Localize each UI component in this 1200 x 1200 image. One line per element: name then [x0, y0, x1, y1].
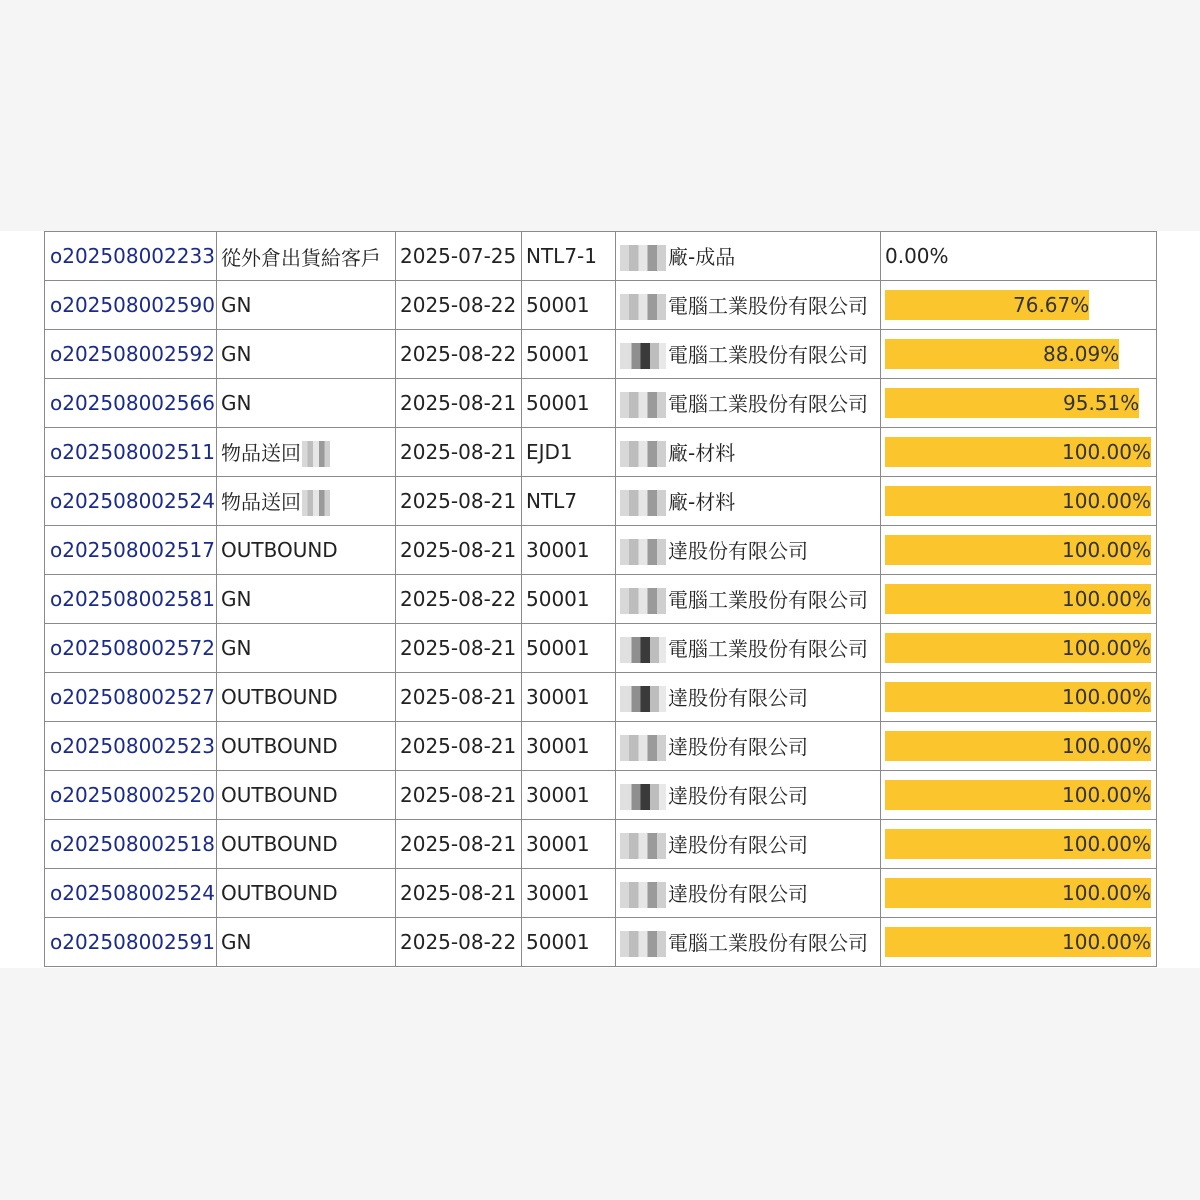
party-name-text: 電腦工業股份有限公司	[668, 587, 868, 612]
party-cell	[616, 575, 881, 624]
order-type-cell	[217, 281, 396, 330]
progress-label: 76.67%	[1013, 293, 1090, 317]
party-name-text: 廠-材料	[668, 440, 736, 465]
party-name-text: 電腦工業股份有限公司	[668, 293, 868, 318]
progress-label: 100.00%	[1062, 734, 1151, 758]
date-cell: 2025-08-21	[396, 526, 522, 575]
party-name-text: 電腦工業股份有限公司	[668, 930, 868, 955]
order-type-text: OUTBOUND	[221, 685, 338, 709]
progress-cell	[881, 232, 1157, 281]
party-name-text: 電腦工業股份有限公司	[668, 636, 868, 661]
redacted-block	[620, 392, 666, 418]
date-cell: 2025-08-21	[396, 820, 522, 869]
order-type-cell	[217, 232, 396, 281]
date-cell: 2025-08-21	[396, 379, 522, 428]
order-id-cell	[45, 869, 217, 918]
table-row[interactable]	[45, 379, 1157, 428]
order-id-link[interactable]: o202508002524	[50, 881, 215, 905]
party-name-text: 電腦工業股份有限公司	[668, 342, 868, 367]
progress-bar-track	[885, 388, 1151, 418]
order-id-link[interactable]: o202508002524	[50, 489, 215, 513]
progress-bar-track	[885, 633, 1151, 663]
order-type-cell	[217, 918, 396, 967]
redacted-block	[620, 343, 666, 369]
redacted-block	[620, 441, 666, 467]
order-id-cell	[45, 722, 217, 771]
order-type-text: OUTBOUND	[221, 538, 338, 562]
order-id-link[interactable]: o202508002511	[50, 440, 215, 464]
order-type-cell	[217, 330, 396, 379]
table-row[interactable]	[45, 624, 1157, 673]
code-cell: 50001	[522, 918, 616, 967]
party-cell	[616, 232, 881, 281]
order-id-cell	[45, 526, 217, 575]
progress-label: 100.00%	[1062, 881, 1151, 905]
progress-label: 100.00%	[1062, 538, 1151, 562]
order-id-link[interactable]: o202508002517	[50, 538, 215, 562]
order-type-cell	[217, 575, 396, 624]
table-row[interactable]	[45, 820, 1157, 869]
progress-bar-track	[885, 486, 1151, 516]
date-cell: 2025-08-21	[396, 771, 522, 820]
redacted-block	[620, 588, 666, 614]
date-cell: 2025-08-21	[396, 869, 522, 918]
party-cell	[616, 624, 881, 673]
code-cell: 30001	[522, 673, 616, 722]
table-row[interactable]	[45, 771, 1157, 820]
progress-cell	[881, 722, 1157, 771]
date-cell: 2025-08-21	[396, 428, 522, 477]
order-id-cell	[45, 379, 217, 428]
progress-cell	[881, 526, 1157, 575]
order-id-link[interactable]: o202508002572	[50, 636, 215, 660]
date-cell: 2025-07-25	[396, 232, 522, 281]
progress-label: 100.00%	[1062, 783, 1151, 807]
progress-label: 88.09%	[1043, 342, 1120, 366]
order-type-cell	[217, 477, 396, 526]
order-type-cell	[217, 820, 396, 869]
date-cell: 2025-08-22	[396, 330, 522, 379]
progress-cell	[881, 379, 1157, 428]
progress-bar-track	[885, 339, 1151, 369]
redacted-block	[620, 294, 666, 320]
progress-bar-track	[885, 290, 1151, 320]
order-id-cell	[45, 232, 217, 281]
table-row[interactable]	[45, 673, 1157, 722]
order-id-link[interactable]: o202508002523	[50, 734, 215, 758]
order-type-text: 從外倉出貨給客戶	[221, 245, 381, 270]
party-cell	[616, 673, 881, 722]
progress-cell	[881, 477, 1157, 526]
progress-cell	[881, 281, 1157, 330]
progress-label: 95.51%	[1063, 391, 1140, 415]
party-name-text: 達股份有限公司	[668, 881, 808, 906]
redacted-block	[620, 490, 666, 516]
party-name-text: 達股份有限公司	[668, 538, 808, 563]
table-row[interactable]	[45, 918, 1157, 967]
order-id-link[interactable]: o202508002591	[50, 930, 215, 954]
progress-label: 100.00%	[1062, 636, 1151, 660]
top-background	[0, 0, 1200, 231]
party-cell	[616, 869, 881, 918]
order-type-text: OUTBOUND	[221, 783, 338, 807]
progress-cell	[881, 624, 1157, 673]
progress-bar-track	[885, 682, 1151, 712]
party-cell	[616, 477, 881, 526]
date-cell: 2025-08-21	[396, 477, 522, 526]
order-id-cell	[45, 624, 217, 673]
party-cell	[616, 330, 881, 379]
order-id-cell	[45, 477, 217, 526]
code-cell: 50001	[522, 624, 616, 673]
code-cell: 30001	[522, 526, 616, 575]
date-cell: 2025-08-21	[396, 673, 522, 722]
order-id-link[interactable]: o202508002233	[50, 244, 215, 268]
order-type-text: 物品送回	[221, 489, 301, 514]
party-cell	[616, 771, 881, 820]
order-id-cell	[45, 428, 217, 477]
code-cell: 30001	[522, 771, 616, 820]
party-cell	[616, 820, 881, 869]
party-name-text: 達股份有限公司	[668, 832, 808, 857]
redacted-block	[620, 245, 666, 271]
order-id-cell	[45, 820, 217, 869]
progress-bar-track	[885, 927, 1151, 957]
code-cell: 50001	[522, 330, 616, 379]
order-id-link[interactable]: o202508002581	[50, 587, 215, 611]
order-type-text: GN	[221, 293, 252, 317]
party-name-text: 達股份有限公司	[668, 685, 808, 710]
order-type-cell	[217, 722, 396, 771]
order-id-link[interactable]: o202508002527	[50, 685, 215, 709]
redacted-block	[620, 931, 666, 957]
order-type-cell	[217, 526, 396, 575]
progress-cell	[881, 820, 1157, 869]
order-type-text: OUTBOUND	[221, 832, 338, 856]
progress-cell	[881, 771, 1157, 820]
order-id-cell	[45, 918, 217, 967]
order-id-link[interactable]: o202508002590	[50, 293, 215, 317]
code-cell: NTL7	[522, 477, 616, 526]
order-type-cell	[217, 624, 396, 673]
order-type-text: GN	[221, 636, 252, 660]
progress-bar-track	[885, 878, 1151, 908]
order-type-text: GN	[221, 342, 252, 366]
redacted-block	[302, 441, 330, 467]
progress-bar-track	[885, 780, 1151, 810]
order-type-cell	[217, 771, 396, 820]
order-id-link[interactable]: o202508002520	[50, 783, 215, 807]
progress-bar-track	[885, 829, 1151, 859]
table-row[interactable]	[45, 477, 1157, 526]
date-cell: 2025-08-21	[396, 624, 522, 673]
redacted-block	[620, 882, 666, 908]
progress-bar-track	[885, 437, 1151, 467]
party-cell	[616, 526, 881, 575]
order-type-cell	[217, 673, 396, 722]
order-id-link[interactable]: o202508002518	[50, 832, 215, 856]
order-id-cell	[45, 673, 217, 722]
progress-cell	[881, 918, 1157, 967]
progress-cell	[881, 673, 1157, 722]
order-type-text: GN	[221, 930, 252, 954]
date-cell: 2025-08-21	[396, 722, 522, 771]
code-cell: 30001	[522, 722, 616, 771]
code-cell: EJD1	[522, 428, 616, 477]
order-type-text: 物品送回	[221, 440, 301, 465]
order-id-link[interactable]: o202508002592	[50, 342, 215, 366]
table-row[interactable]	[45, 526, 1157, 575]
progress-bar-track	[885, 731, 1151, 761]
table-area	[0, 231, 1200, 968]
code-cell: 50001	[522, 281, 616, 330]
table-row[interactable]	[45, 428, 1157, 477]
order-type-cell	[217, 869, 396, 918]
party-name-text: 廠-成品	[668, 244, 736, 269]
progress-cell	[881, 330, 1157, 379]
redacted-block	[620, 686, 666, 712]
redacted-block	[620, 539, 666, 565]
party-name-text: 電腦工業股份有限公司	[668, 391, 868, 416]
redacted-block	[620, 833, 666, 859]
order-type-text: OUTBOUND	[221, 734, 338, 758]
order-type-cell	[217, 379, 396, 428]
progress-label: 100.00%	[1062, 832, 1151, 856]
party-cell	[616, 722, 881, 771]
order-id-cell	[45, 575, 217, 624]
redacted-block	[620, 735, 666, 761]
progress-bar-track	[885, 584, 1151, 614]
date-cell: 2025-08-22	[396, 281, 522, 330]
party-cell	[616, 918, 881, 967]
progress-cell	[881, 869, 1157, 918]
table-row[interactable]	[45, 330, 1157, 379]
redacted-block	[620, 637, 666, 663]
party-name-text: 達股份有限公司	[668, 783, 808, 808]
table-row[interactable]	[45, 869, 1157, 918]
order-type-text: OUTBOUND	[221, 881, 338, 905]
redacted-block	[302, 490, 330, 516]
party-cell	[616, 428, 881, 477]
code-cell: 30001	[522, 869, 616, 918]
order-table-body	[45, 232, 1157, 967]
code-cell: 50001	[522, 575, 616, 624]
party-name-text: 達股份有限公司	[668, 734, 808, 759]
progress-bar-track	[885, 535, 1151, 565]
progress-label: 100.00%	[1062, 930, 1151, 954]
table-row[interactable]	[45, 232, 1157, 281]
code-cell: 50001	[522, 379, 616, 428]
bottom-background	[0, 968, 1200, 1200]
table-row[interactable]	[45, 281, 1157, 330]
progress-cell	[881, 428, 1157, 477]
party-name-text: 廠-材料	[668, 489, 736, 514]
party-cell	[616, 281, 881, 330]
party-cell	[616, 379, 881, 428]
progress-label: 100.00%	[1062, 587, 1151, 611]
progress-cell	[881, 575, 1157, 624]
order-id-cell	[45, 281, 217, 330]
progress-label: 0.00%	[885, 244, 949, 268]
order-table	[44, 231, 1157, 967]
table-row[interactable]	[45, 575, 1157, 624]
order-type-cell	[217, 428, 396, 477]
order-id-cell	[45, 771, 217, 820]
order-id-cell	[45, 330, 217, 379]
date-cell: 2025-08-22	[396, 575, 522, 624]
redacted-block	[620, 784, 666, 810]
progress-label: 100.00%	[1062, 489, 1151, 513]
date-cell: 2025-08-22	[396, 918, 522, 967]
order-id-link[interactable]: o202508002566	[50, 391, 215, 415]
progress-label: 100.00%	[1062, 685, 1151, 709]
order-type-text: GN	[221, 391, 252, 415]
progress-label: 100.00%	[1062, 440, 1151, 464]
order-type-text: GN	[221, 587, 252, 611]
code-cell: 30001	[522, 820, 616, 869]
table-row[interactable]	[45, 722, 1157, 771]
code-cell: NTL7-1	[522, 232, 616, 281]
